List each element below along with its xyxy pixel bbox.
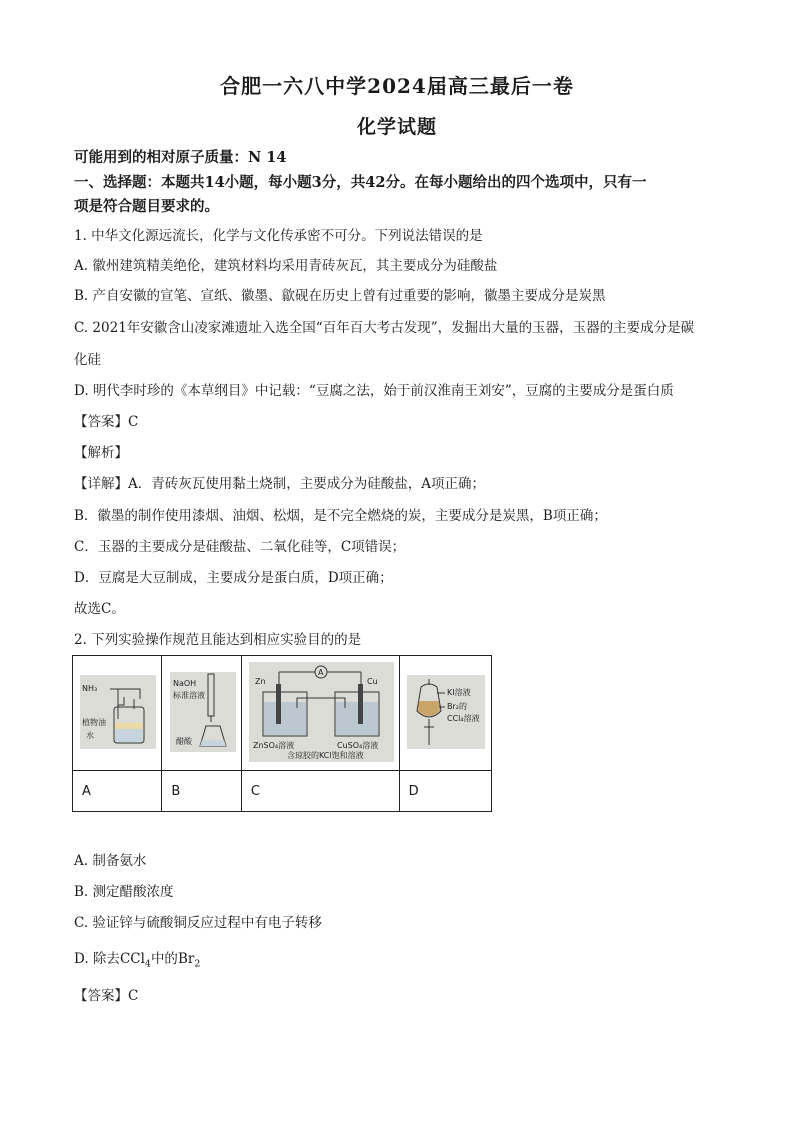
q1-option-c-line-2: 化硅 [74,352,101,368]
atomic-mass-note: 可能用到的相对原子质量：N 14 [74,149,287,166]
q2-stem: 2. 下列实验操作规范且能达到相应实验目的的是 [74,632,362,648]
q2-option-d-prefix: D. 除去 [74,951,120,967]
figure-a-gas-label: NH₃ [82,684,98,693]
figure-c-znso4-label: ZnSO₄溶液 [253,741,295,750]
q1-detail-d: D．豆腐是大豆制成，主要成分是蛋白质，D项正确； [74,570,393,586]
figure-c-ammeter-label: A [318,668,324,677]
q1-analysis-heading: 【解析】 [74,445,128,461]
q1-conclusion: 故选C。 [74,601,125,617]
section-instructions-line-2: 项是符合题目要求的。 [74,198,219,215]
q2-answer: 【答案】C [74,988,139,1004]
exam-subtitle: 化学试题 [356,116,437,138]
figure-b-standard-solution-label: 标准溶液 [173,691,205,700]
section-instructions-line-1: 一、选择题：本题共14小题，每小题3分，共42分。在每小题给出的四个选项中，只有一 [74,174,647,191]
q1-detail-b: B．徽墨的制作使用漆烟、油烟、松烟，是不完全燃烧的炭，主要成分是炭黑，B项正确； [74,508,607,524]
figure-c-cuso4-label: CuSO₄溶液 [337,741,379,750]
q2-option-a: A. 制备氨水 [74,853,147,869]
q1-detail-c: C．玉器的主要成分是硅酸盐、二氧化硅等，C项错误； [74,539,406,555]
figure-d-ki-label: KI溶液 [447,688,471,697]
figure-a-ammonia-bottle [80,675,156,749]
q2-label-c: C [241,771,399,812]
figure-b-titration [170,672,236,752]
figure-c-copper-label: Cu [367,677,378,686]
figure-c-zinc-label: Zn [255,677,266,686]
q2-option-d-ccl4: CCl$_4$ [119,951,151,970]
figure-d-separatory-funnel [407,675,485,749]
figure-d-ccl4-label: CCl₄溶液 [447,714,480,723]
q2-option-d-br2: $Br_2$ [177,951,201,970]
figure-d-bromine-label: Br₂的 [447,702,467,711]
exam-title: 合肥一六八中学2024届高三最后一卷 [220,74,574,98]
figure-a-oil-label: 植物油 [82,718,106,727]
q1-answer: 【答案】C [74,414,139,430]
q1-option-c-line-1: C. 2021年安徽含山凌家滩遗址入选全国“百年百大考古发现”，发掘出大量的玉器，玉器的主要成分是碳 [74,320,695,336]
q1-option-d: D. 明代李时珍的《本草纲目》中记载：“豆腐之法，始于前汉淮南王刘安”，豆腐的主要成分是蛋白质 [74,383,674,399]
q1-stem: 1. 中华文化源远流长，化学与文化传承密不可分。下列说法错误的是 [74,228,483,244]
q2-option-c: C. 验证锌与硫酸铜反应过程中有电子转移 [74,915,322,931]
q1-option-b: B. 产自安徽的宣笔、宣纸、徽墨、歙砚在历史上曾有过重要的影响，徽墨主要成分是炭黑 [74,288,606,304]
q2-label-a: A [73,771,162,812]
q2-option-b: B. 测定醋酸浓度 [74,884,174,900]
q1-detail-a: 【详解】A．青砖灰瓦使用黏土烧制，主要成分为硅酸盐，A项正确； [74,476,485,492]
q2-option-d [74,949,724,975]
q1-option-a: A. 徽州建筑精美绝伦，建筑材料均采用青砖灰瓦，其主要成分为硅酸盐 [74,258,498,274]
figure-c-salt-bridge-label: 含琼胶的KCl饱和溶液 [287,751,364,760]
q2-label-b: B [162,771,241,812]
figure-b-acetic-acid-label: 醋酸 [176,737,192,746]
figure-a-water-label: 水 [86,731,94,740]
q2-label-d: D [399,771,491,812]
q2-option-d-middle: 中的 [150,951,178,967]
figure-c-galvanic-cell [249,662,394,762]
figure-b-naoh-label: NaOH [173,679,197,688]
